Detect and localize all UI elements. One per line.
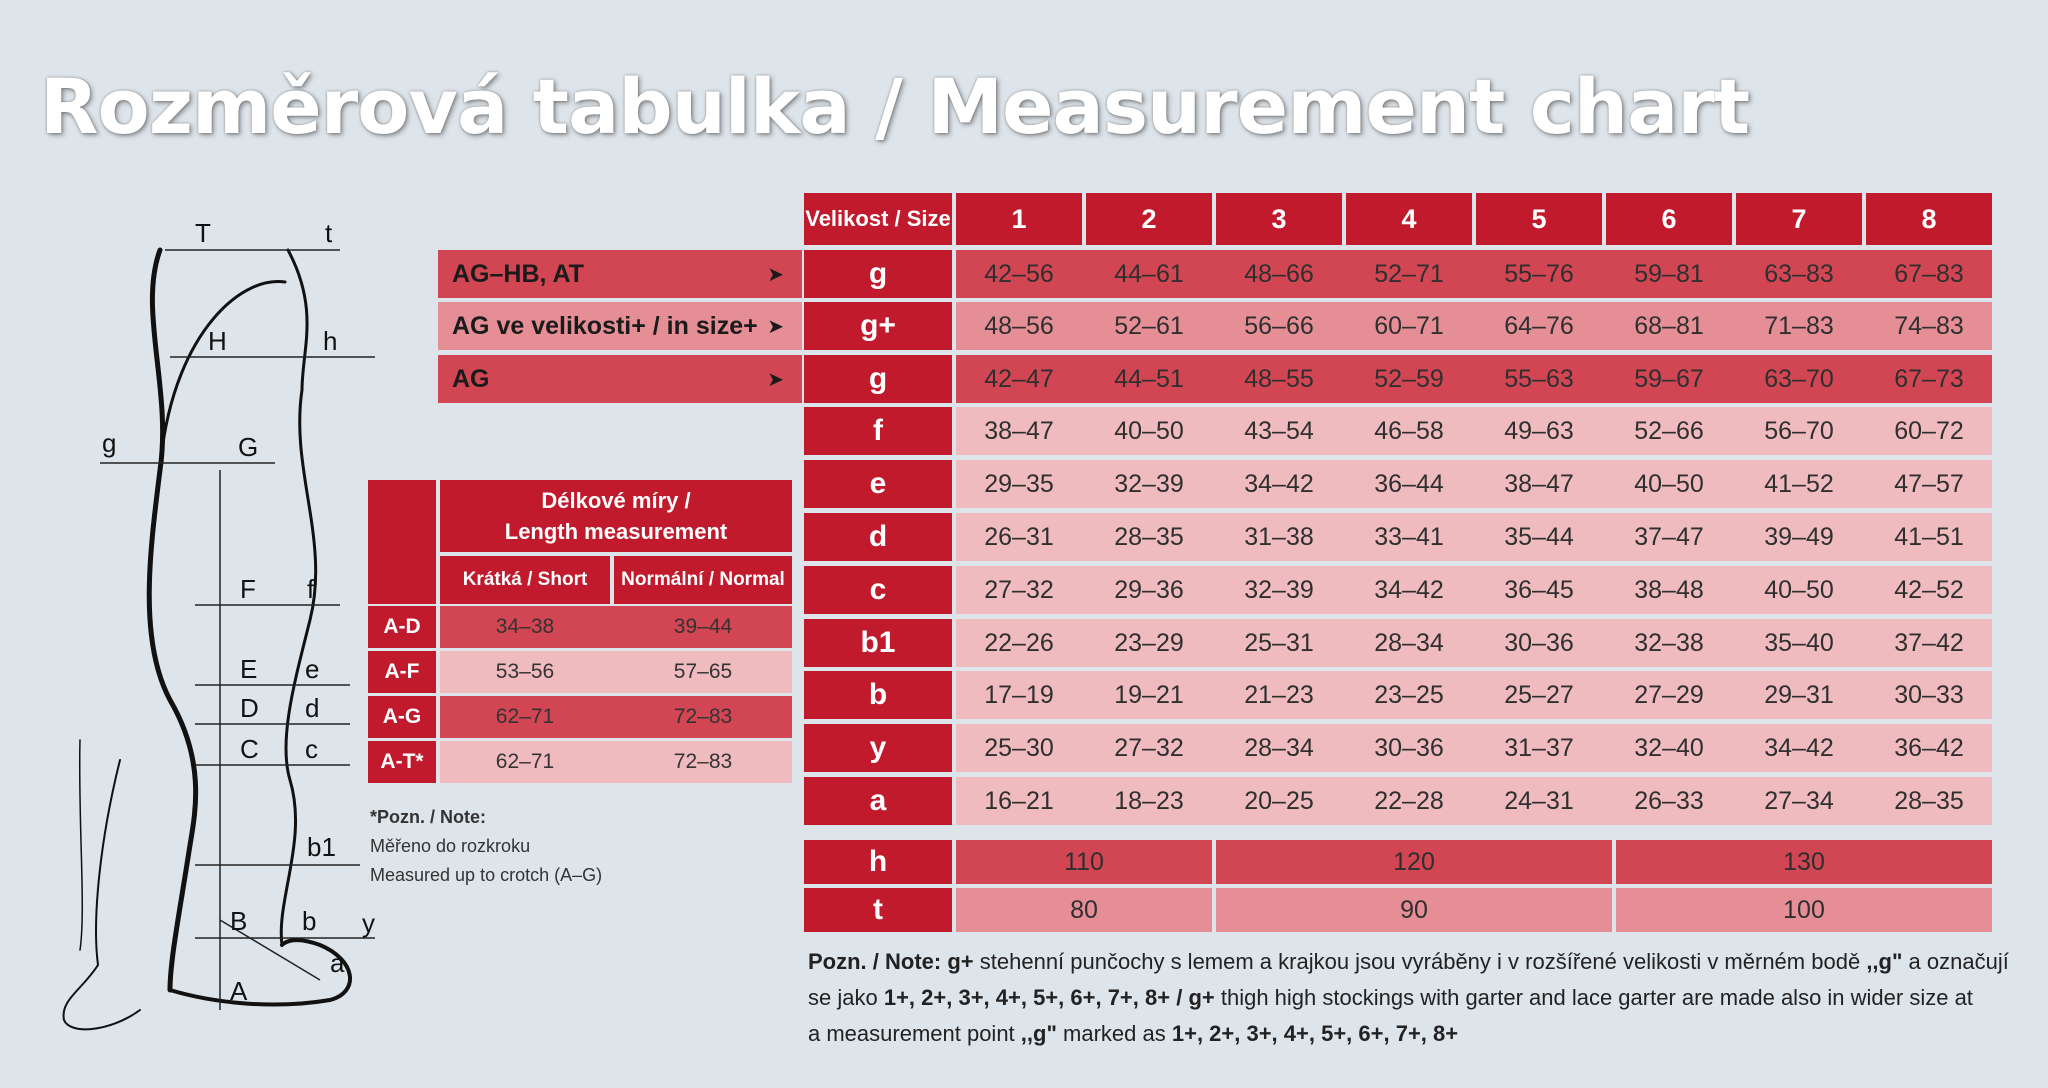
size-value: 68–81	[1634, 311, 1704, 340]
size-value: 48–66	[1244, 259, 1314, 288]
size-value: 25–30	[984, 733, 1054, 762]
size-value: 17–19	[984, 680, 1054, 709]
row-label: g+	[804, 302, 952, 350]
size-value: 31–38	[1244, 522, 1314, 551]
length-title-line2: Length measurement	[504, 519, 728, 544]
diagram-label-h: h	[323, 326, 338, 356]
size-value: 49–63	[1504, 416, 1574, 445]
size-value: 46–58	[1374, 416, 1444, 445]
length-col-short: Krátká / Short	[440, 556, 610, 604]
diagram-label-E: E	[240, 654, 258, 684]
size-value: 34–42	[1244, 469, 1314, 498]
size-value: 35–40	[1764, 628, 1834, 657]
size-value: 22–26	[984, 628, 1054, 657]
row-label: g	[804, 250, 952, 298]
size-value: 38–47	[984, 416, 1054, 445]
size-header-3: 3	[1216, 193, 1342, 245]
size-value: 22–28	[1374, 786, 1444, 815]
row-label: c	[804, 566, 952, 614]
size-value: 27–32	[984, 575, 1054, 604]
size-value: 35–44	[1504, 522, 1574, 551]
diagram-label-f: f	[307, 574, 315, 604]
size-value: 38–48	[1634, 575, 1704, 604]
bottom-note-line3: a measurement point ,,g" marked as 1+, 2+, 3+, 4+, 5+, 6+, 7+, 8+	[808, 1021, 1459, 1046]
row-label: h	[804, 840, 952, 884]
length-row-label: A-D	[368, 606, 436, 648]
product-bar-label: AG	[452, 364, 490, 393]
size-value: 44–61	[1114, 259, 1184, 288]
size-value: 36–45	[1504, 575, 1574, 604]
row-label: b	[804, 671, 952, 719]
size-value: 18–23	[1114, 786, 1184, 815]
size-value: 28–34	[1244, 733, 1314, 762]
size-value: 52–59	[1374, 364, 1444, 393]
size-value: 37–42	[1894, 628, 1964, 657]
size-value: 42–56	[984, 259, 1054, 288]
size-header-1: 1	[956, 193, 1082, 245]
size-value: 41–52	[1764, 469, 1834, 498]
product-bar-label: AG–HB, AT	[452, 259, 584, 288]
size-value: 36–42	[1894, 733, 1964, 762]
size-value: 55–76	[1504, 259, 1574, 288]
crotch-note-title: *Pozn. / Note:	[370, 807, 486, 827]
length-short-value: 34–38	[495, 615, 555, 638]
size-value: 34–42	[1764, 733, 1834, 762]
size-value: 42–47	[984, 364, 1054, 393]
size-value: 59–67	[1634, 364, 1704, 393]
size-value: 44–51	[1114, 364, 1184, 393]
size-value: 59–81	[1634, 259, 1704, 288]
size-value: 16–21	[984, 786, 1054, 815]
size-value: 63–70	[1764, 364, 1834, 393]
length-normal-value: 57–65	[673, 660, 733, 683]
diagram-label-G: G	[238, 432, 259, 462]
arrow-right-icon: ➤	[767, 263, 784, 286]
size-value: 27–34	[1764, 786, 1834, 815]
size-value: 21–23	[1244, 680, 1314, 709]
size-value: 32–40	[1634, 733, 1704, 762]
row-label: y	[804, 724, 952, 772]
size-value: 25–27	[1504, 680, 1574, 709]
crotch-note	[370, 803, 602, 890]
size-value: 25–31	[1244, 628, 1314, 657]
diagram-label-y: y	[362, 908, 375, 938]
product-bar-label: AG ve velikosti+ / in size+	[452, 311, 758, 340]
row-label: g	[804, 355, 952, 403]
length-short-value: 62–71	[495, 750, 555, 773]
bottom-note-line1: Pozn. / Note: g+ stehenní punčochy s lemem a krajkou jsou vyráběny i v rozšířené velikosti v měrném bodě ,,g" a označují	[808, 949, 2009, 974]
size-value: 19–21	[1114, 680, 1184, 709]
length-normal-value: 39–44	[673, 615, 733, 638]
merged-size-value: 120	[1216, 840, 1612, 884]
diagram-label-H: H	[208, 326, 227, 356]
size-value: 52–71	[1374, 259, 1444, 288]
bottom-note	[808, 944, 2009, 1052]
size-value: 48–55	[1244, 364, 1314, 393]
length-row-label: A-G	[368, 696, 436, 738]
size-value: 29–31	[1764, 680, 1834, 709]
diagram-label-T: T	[195, 220, 211, 248]
size-value: 56–66	[1244, 311, 1314, 340]
size-value: 26–31	[984, 522, 1054, 551]
diagram-label-d: d	[305, 693, 320, 723]
size-value: 31–37	[1504, 733, 1574, 762]
length-table-title	[440, 480, 792, 552]
size-value: 28–35	[1894, 786, 1964, 815]
row-label: f	[804, 407, 952, 455]
diagram-label-D: D	[240, 693, 259, 723]
size-value: 36–44	[1374, 469, 1444, 498]
size-value: 74–83	[1894, 311, 1964, 340]
arrow-right-icon: ➤	[767, 368, 784, 391]
diagram-label-a: a	[330, 948, 345, 978]
length-short-value: 62–71	[495, 705, 555, 728]
size-value: 32–39	[1114, 469, 1184, 498]
size-value: 55–63	[1504, 364, 1574, 393]
size-value: 52–66	[1634, 416, 1704, 445]
size-value: 40–50	[1114, 416, 1184, 445]
size-value: 32–39	[1244, 575, 1314, 604]
size-value: 28–34	[1374, 628, 1444, 657]
size-value: 67–83	[1894, 259, 1964, 288]
size-value: 26–33	[1634, 786, 1704, 815]
size-header-5: 5	[1476, 193, 1602, 245]
diagram-label-g: g	[102, 428, 117, 458]
arrow-right-icon: ➤	[767, 315, 784, 338]
diagram-label-B: B	[230, 906, 248, 936]
merged-size-value: 90	[1216, 888, 1612, 932]
size-value: 71–83	[1764, 311, 1834, 340]
merged-size-value: 100	[1616, 888, 1992, 932]
diagram-label-e: e	[305, 654, 320, 684]
crotch-note-line1: Měřeno do rozkroku	[370, 836, 531, 856]
length-col-normal: Normální / Normal	[614, 556, 792, 604]
size-value: 67–73	[1894, 364, 1964, 393]
length-row-label: A-T*	[368, 741, 436, 783]
product-bar-ag-hb-at	[438, 250, 802, 298]
size-value: 27–32	[1114, 733, 1184, 762]
row-label: b1	[804, 619, 952, 667]
size-value: 30–36	[1374, 733, 1444, 762]
merged-size-value: 80	[956, 888, 1212, 932]
crotch-note-line2: Measured up to crotch (A–G)	[370, 865, 603, 885]
size-value: 32–38	[1634, 628, 1704, 657]
product-bar-ag	[438, 355, 802, 403]
diagram-label-c: c	[305, 734, 318, 764]
size-value: 30–36	[1504, 628, 1574, 657]
size-header-4: 4	[1346, 193, 1472, 245]
size-header-7: 7	[1736, 193, 1862, 245]
leg-diagram	[20, 220, 400, 1040]
size-value: 30–33	[1894, 680, 1964, 709]
size-value: 42–52	[1894, 575, 1964, 604]
row-label: d	[804, 513, 952, 561]
size-header-8: 8	[1866, 193, 1992, 245]
merged-size-value: 130	[1616, 840, 1992, 884]
length-row-label: A-F	[368, 651, 436, 693]
size-value: 34–42	[1374, 575, 1444, 604]
size-value: 27–29	[1634, 680, 1704, 709]
page-title: Rozměrová tabulka / Measurement chart	[40, 62, 1750, 151]
length-normal-value: 72–83	[673, 705, 733, 728]
size-value: 28–35	[1114, 522, 1184, 551]
product-bar-ag-size-plus	[438, 302, 802, 350]
size-value: 40–50	[1764, 575, 1834, 604]
diagram-label-b1: b1	[307, 832, 336, 862]
size-header-6: 6	[1606, 193, 1732, 245]
row-label: t	[804, 888, 952, 932]
size-value: 56–70	[1764, 416, 1834, 445]
size-value: 20–25	[1244, 786, 1314, 815]
size-value: 60–72	[1894, 416, 1964, 445]
size-header-label: Velikost / Size	[804, 193, 952, 245]
size-value: 43–54	[1244, 416, 1314, 445]
size-value: 23–29	[1114, 628, 1184, 657]
length-table-corner	[368, 480, 436, 604]
size-value: 29–35	[984, 469, 1054, 498]
size-value: 33–41	[1374, 522, 1444, 551]
bottom-note-line2: se jako 1+, 2+, 3+, 4+, 5+, 6+, 7+, 8+ / g+ thigh high stockings with garter and lace garter are made also in wider size at	[808, 985, 1973, 1010]
diagram-label-b: b	[302, 906, 317, 936]
size-value: 37–47	[1634, 522, 1704, 551]
size-value: 39–49	[1764, 522, 1834, 551]
row-label: e	[804, 460, 952, 508]
size-value: 38–47	[1504, 469, 1574, 498]
length-short-value: 53–56	[495, 660, 555, 683]
size-value: 64–76	[1504, 311, 1574, 340]
size-value: 47–57	[1894, 469, 1964, 498]
diagram-label-F: F	[240, 574, 256, 604]
size-value: 48–56	[984, 311, 1054, 340]
merged-size-value: 110	[956, 840, 1212, 884]
size-value: 29–36	[1114, 575, 1184, 604]
row-label: a	[804, 777, 952, 825]
size-value: 24–31	[1504, 786, 1574, 815]
size-value: 41–51	[1894, 522, 1964, 551]
length-normal-value: 72–83	[673, 750, 733, 773]
size-value: 40–50	[1634, 469, 1704, 498]
size-header-2: 2	[1086, 193, 1212, 245]
size-value: 60–71	[1374, 311, 1444, 340]
length-title-line1: Délkové míry /	[541, 488, 691, 513]
size-value: 23–25	[1374, 680, 1444, 709]
diagram-label-A: A	[230, 976, 248, 1006]
diagram-label-t: t	[325, 220, 333, 248]
size-value: 63–83	[1764, 259, 1834, 288]
size-value: 52–61	[1114, 311, 1184, 340]
diagram-label-C: C	[240, 734, 259, 764]
